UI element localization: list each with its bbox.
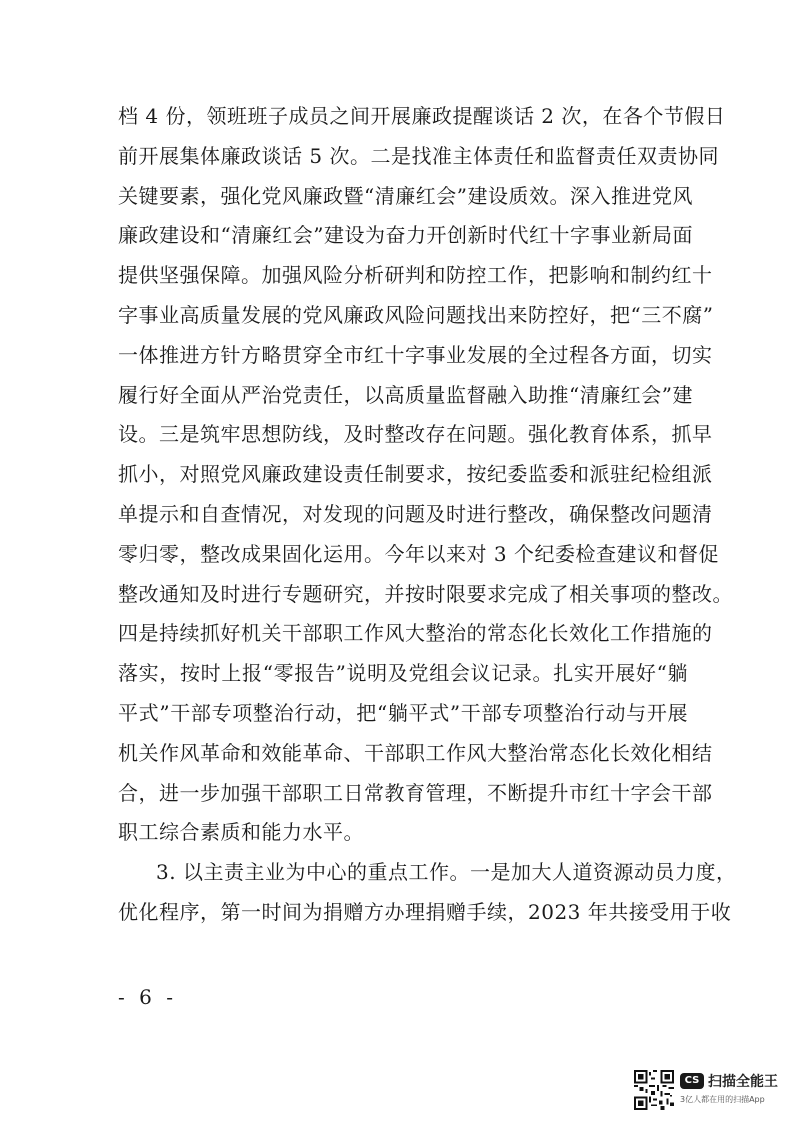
text-line: 抓小，对照党风廉政建设责任制要求，按纪委监委和派驻纪检组派 [118,462,713,487]
scanner-watermark [634,1070,784,1110]
body-text [118,97,737,933]
brand-tagline: 3亿人都在用的扫描App [680,1095,765,1104]
text-line: 零归零，整改成果固化运用。今年以来对 3 个纪委检查建议和督促 [118,541,719,566]
text-line: 机关作风革命和效能革命、干部职工作风大整治常态化长效化相结 [118,740,713,765]
brand-name: 扫描全能王 [708,1074,778,1090]
text-line: 履行好全面从严治党责任，以高质量监督融入助推“清廉红会”建 [118,382,693,407]
text-line: 职工综合素质和能力水平。 [118,820,364,845]
text-line: 前开展集体廉政谈话 5 次。二是找准主体责任和监督责任双责协同 [118,143,719,168]
text-line: 四是持续抓好机关干部职工作风大整治的常态化长效化工作措施的 [118,621,713,646]
text-line: 整改通知及时进行专题研究，并按时限要求完成了相关事项的整改。 [118,581,733,606]
camscanner-logo: CS [680,1073,704,1089]
text-line: 提供坚强保障。加强风险分析研判和防控工作，把影响和制约红十 [118,263,713,288]
text-line: 档 4 份，领班班子成员之间开展廉政提醒谈话 2 次，在各个节假日 [118,104,726,128]
text-line: 字事业高质量发展的党风廉政风险问题找出来防控好，把“三不腐” [118,302,714,327]
text-line: 3. 以主责主业为中心的重点工作。一是加大人道资源动员力度， [156,860,737,885]
text-line: 优化程序，第一时间为捐赠方办理捐赠手续，2023 年共接受用于收 [118,899,732,924]
text-line: 合，进一步加强干部职工日常教育管理，不断提升市红十字会干部 [118,780,713,805]
text-line: 平式”干部专项整治行动，把“躺平式”干部专项整治行动与开展 [118,700,688,725]
page-number: - 6 - [118,985,177,1009]
qr-code-icon [634,1070,674,1110]
text-line: 一体推进方针方略贯穿全市红十字事业发展的全过程各方面，切实 [118,342,713,367]
text-line: 关键要素，强化党风廉政暨“清廉红会”建设质效。深入推进党风 [118,183,693,208]
text-line: 廉政建设和“清廉红会”建设为奋力开创新时代红十字事业新局面 [118,223,693,248]
text-line: 单提示和自查情况，对发现的问题及时进行整改，确保整改问题清 [118,501,713,526]
text-line: 落实，按时上报“零报告”说明及党组会议记录。扎实开展好“躺 [118,661,688,686]
text-line: 设。三是筑牢思想防线，及时整改存在问题。强化教育体系，抓早 [118,422,713,447]
